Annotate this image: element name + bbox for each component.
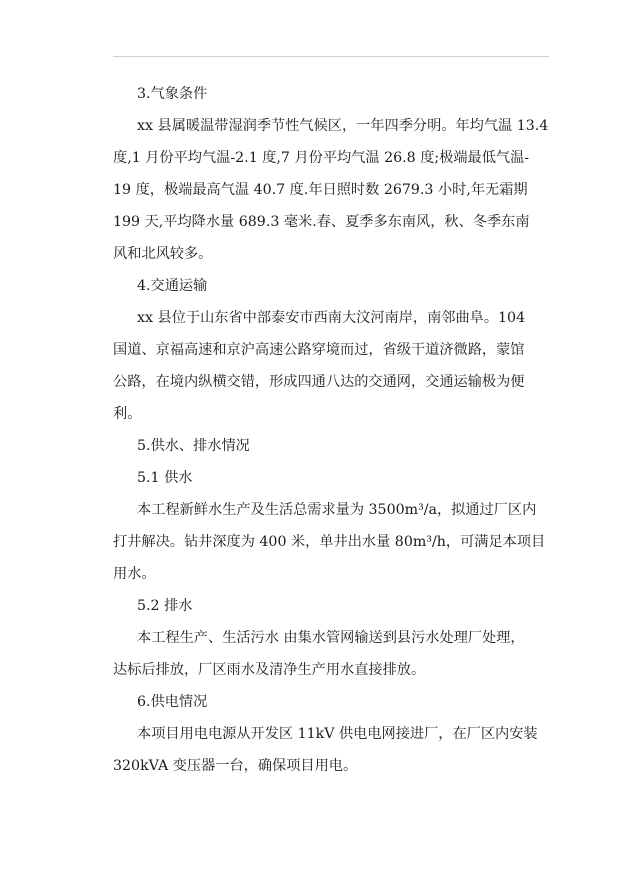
paragraph-drainage <box>113 622 553 686</box>
header-rule <box>113 56 549 57</box>
text-line: 度,1 月份平均气温-2.1 度,7 月份平均气温 26.8 度;极端最低气温- <box>113 150 530 166</box>
section-heading-water: 5.供水、排水情况 <box>137 438 250 454</box>
paragraph-power <box>113 718 553 782</box>
section-heading-transport: 4.交通运输 <box>137 278 208 294</box>
text-line: 本工程新鲜水生产及生活总需求量为 3500m³/a，拟通过厂区内 <box>137 502 537 518</box>
text-line: 利。 <box>113 406 142 422</box>
text-line: 公路，在境内纵横交错，形成四通八达的交通网，交通运输极为便 <box>113 374 525 390</box>
text-line: xx 县属暖温带湿润季节性气候区，一年四季分明。年均气温 13.4 <box>137 118 549 134</box>
text-line: 打井解决。钻井深度为 400 米，单井出水量 80m³/h，可满足本项目 <box>113 534 546 550</box>
subsection-heading-drainage: 5.2 排水 <box>137 598 193 614</box>
text-line: 199 天,平均降水量 689.3 毫米.春、夏季多东南风，秋、冬季东南 <box>113 214 530 230</box>
subsection-heading-water-supply: 5.1 供水 <box>137 470 193 486</box>
text-line: 本工程生产、生活污水 由集水管网输送到县污水处理厂处理， <box>137 630 525 646</box>
paragraph-climate <box>113 110 553 270</box>
text-line: 国道、京福高速和京沪高速公路穿境而过，省级干道济微路，蒙馆 <box>113 342 525 358</box>
text-line: xx 县位于山东省中部泰安市西南大汶河南岸，南邻曲阜。104 <box>137 310 526 326</box>
section-heading-power: 6.供电情况 <box>137 694 208 710</box>
text-line: 达标后排放，厂区雨水及清净生产用水直接排放。 <box>113 662 426 678</box>
text-line: 用水。 <box>113 566 156 582</box>
text-line: 本项目用电电源从开发区 11kV 供电电网接进厂，在厂区内安装 <box>137 726 538 742</box>
section-heading-climate: 3.气象条件 <box>137 86 208 102</box>
document-body <box>113 78 553 782</box>
paragraph-water-supply <box>113 494 553 590</box>
text-line: 19 度，极端最高气温 40.7 度.年日照时数 2679.3 小时,年无霜期 <box>113 182 528 198</box>
text-line: 风和北风较多。 <box>113 246 213 262</box>
text-line: 320kVA 变压器一台，确保项目用电。 <box>113 758 358 774</box>
paragraph-transport <box>113 302 553 430</box>
